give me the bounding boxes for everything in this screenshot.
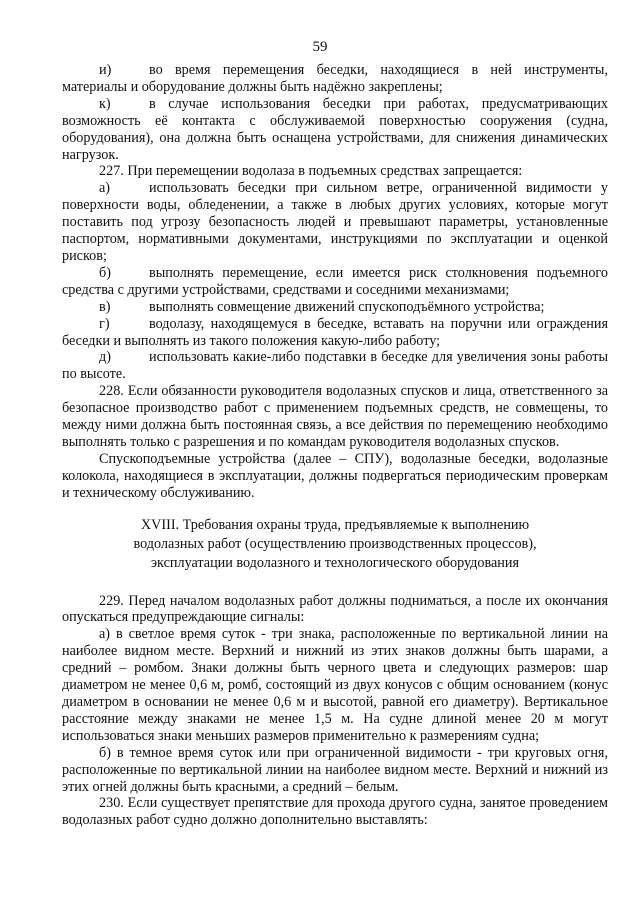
- item-text: в случае использования беседки при работах, предусматривающих возможность её контакта с обслуживаемой поверхностью сооружения (судна, оборудования), она должна быть оснащена устройствами, для снижения динамических нагрузок.: [62, 95, 608, 163]
- list-item-a: [62, 180, 608, 265]
- item-marker: и): [99, 62, 112, 78]
- paragraph-229: 229. Перед началом водолазных работ должны подниматься, а после их окончания опускаться предупреждающие сигналы:: [62, 592, 608, 626]
- item-marker: а): [99, 180, 111, 197]
- item-text: использовать беседки при сильном ветре, ограниченной видимости у поверхности воды, обледенении, а также в любых других условиях, которые могут поставить под угрозу безопасность людей и превышают параметры, установленные паспортом, нормативными документами, инструкциями по эксплуатации и оценкой рисков;: [62, 180, 608, 264]
- paragraph-230: 230. Если существует препятствие для прохода другого судна, занятое проведением водолазных работ судно должно дополнительно выставлять:: [62, 795, 608, 829]
- list-item-d: [62, 349, 608, 383]
- paragraph-227: 227. При перемещении водолаза в подъемных средствах запрещается:: [99, 163, 523, 180]
- item-marker: б): [99, 264, 111, 281]
- list-item-b: [62, 265, 608, 299]
- heading-line-3: эксплуатации водолазного и технологического оборудования: [150, 554, 520, 571]
- list-item-k: [62, 96, 608, 164]
- heading-line-1: XVIII. Требования охраны труда, предъявляемые к выполнению: [140, 516, 530, 533]
- item-marker: к): [99, 95, 111, 112]
- list-item-v: [62, 299, 608, 316]
- paragraph-spu: Спускоподъемные устройства (далее – СПУ), водолазные беседки, водолазные колокола, находящиеся в эксплуатации, должны подвергаться периодическим проверкам и техническому обслуживанию.: [62, 450, 608, 501]
- page-content: [62, 62, 608, 829]
- item-text: использовать какие-либо подставки в беседке для увеличения зоны работы по высоте.: [62, 349, 608, 383]
- item-text: выполнять перемещение, если имеется риск столкновения подъемного средства с другими устройствами, средствами и соседними механизмами;: [62, 264, 608, 298]
- list-item-g: [62, 316, 608, 350]
- item-marker: в): [99, 298, 111, 315]
- item-marker: д): [99, 349, 111, 366]
- heading-line-2: водолазных работ (осуществлению производственных процессов),: [133, 535, 537, 552]
- item-text: водолазу, находящемуся в беседке, вставать на поручни или ограждения беседки и выполнять из такого положения какую-либо работу;: [62, 315, 608, 349]
- item-marker: г): [99, 315, 110, 332]
- item-text: во время перемещения беседки, находящиеся в ней инструменты, материалы и оборудование должны быть надёжно закреплены;: [62, 62, 608, 95]
- paragraph-229-b: б) в темное время суток или при ограниченной видимости - три круговых огня, расположенные по вертикальной линии на наиболее видном месте. Верхний и нижний из этих огней должны быть красными, а средний – белым.: [62, 744, 608, 795]
- paragraph-229-a: а) в светлое время суток - три знака, расположенные по вертикальной линии на наиболее видном месте. Верхний и нижний из этих знаков должны быть шарами, а средний – ромбом. Знаки должны быть черного цвета и следующих размеров: шар диаметром не менее 0,6 м, ромб, состоящий из двух конусов с общим основанием (конус диаметром в основании не менее 0,6 м и высотой, равной его диаметру). Вертикальное расстояние между знаками не менее 1,5 м. На судне длиной менее 20 м могут использоваться знаки меньших размеров применительно к размерениям судна;: [62, 626, 608, 744]
- list-item-i: [62, 62, 608, 96]
- section-heading: [62, 516, 608, 573]
- item-text: выполнять совмещение движений спускоподъёмного устройства;: [149, 298, 545, 315]
- page-number: 59: [312, 39, 328, 55]
- paragraph-228: 228. Если обязанности руководителя водолазных спусков и лица, ответственного за безопасное производство работ с применением подъемных средств, не совмещены, то между ними должна быть постоянная связь, а все действия по перемещению необходимо выполнять только с разрешения и по командам руководителя водолазных спусков.: [62, 383, 608, 450]
